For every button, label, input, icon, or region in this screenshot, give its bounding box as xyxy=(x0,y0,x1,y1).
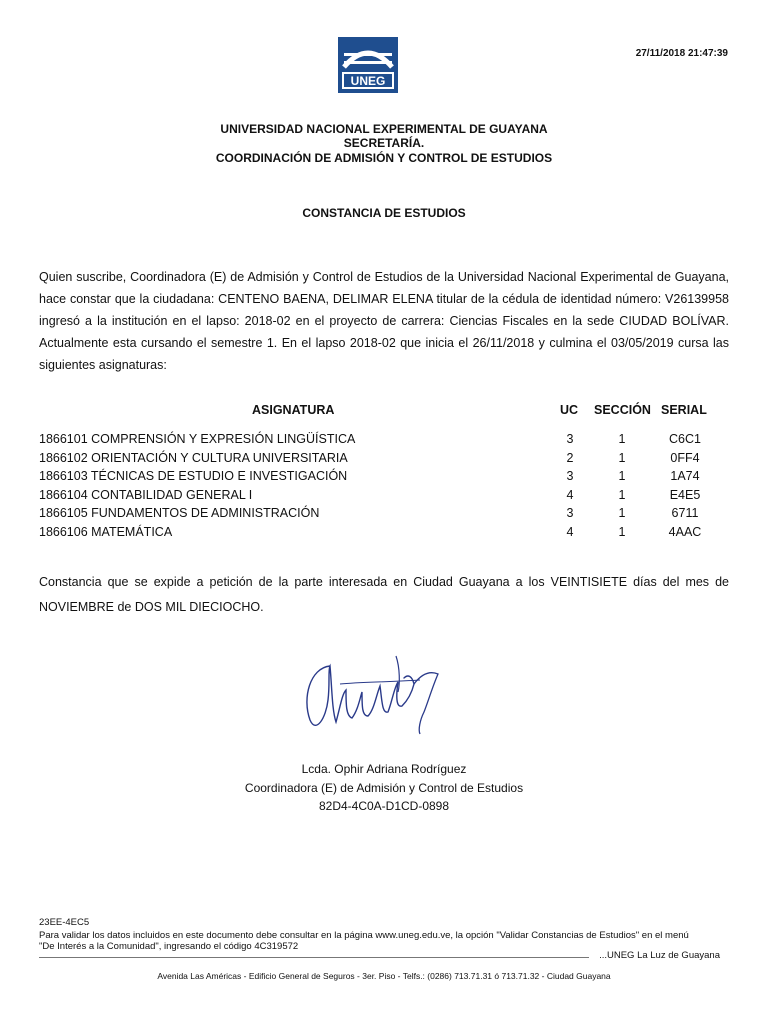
course-name: 1866103 TÉCNICAS DE ESTUDIO E INVESTIGACIÓN xyxy=(39,469,348,483)
course-uc: 3 xyxy=(566,469,574,483)
course-serial: E4E5 xyxy=(669,487,701,502)
logo-text: UNEG xyxy=(350,74,386,88)
table-row xyxy=(0,451,768,470)
course-section: 1 xyxy=(618,450,626,465)
course-serial: 0FF4 xyxy=(670,450,700,465)
table-row xyxy=(0,469,768,488)
signature-image xyxy=(300,648,450,738)
signer-role: Coordinadora (E) de Admisión y Control de Estudios xyxy=(244,780,524,795)
course-uc: 4 xyxy=(566,487,574,502)
timestamp: 27/11/2018 21:47:39 xyxy=(635,48,728,59)
validation-text-line2: "De Interés a la Comunidad", ingresando el código 4C319572 xyxy=(39,941,299,952)
course-uc: 4 xyxy=(566,524,574,539)
table-row xyxy=(0,525,768,544)
course-name: 1866106 MATEMÁTICA xyxy=(39,524,173,539)
course-section: 1 xyxy=(618,524,626,539)
course-name: 1866105 FUNDAMENTOS DE ADMINISTRACIÓN xyxy=(39,506,320,520)
header-serial: SERIAL xyxy=(661,403,707,417)
course-section: 1 xyxy=(618,469,626,483)
course-name: 1866104 CONTABILIDAD GENERAL I xyxy=(39,487,253,502)
course-name: 1866102 ORIENTACIÓN Y CULTURA UNIVERSITARIA xyxy=(39,450,348,465)
signer-name: Lcda. Ophir Adriana Rodríguez xyxy=(301,762,467,776)
course-serial: C6C1 xyxy=(669,432,701,446)
table-row xyxy=(0,432,768,451)
secretaria: SECRETARÍA. xyxy=(343,136,425,150)
footer-motto: ...UNEG La Luz de Guayana xyxy=(599,950,720,961)
course-uc: 3 xyxy=(566,506,574,520)
signer-code: 82D4-4C0A-D1CD-0898 xyxy=(318,799,450,813)
course-serial: 1A74 xyxy=(670,469,700,483)
course-name: 1866101 COMPRENSIÓN Y EXPRESIÓN LINGÜÍSTICA xyxy=(39,432,356,446)
course-uc: 2 xyxy=(566,450,574,465)
table-row xyxy=(0,506,768,525)
course-section: 1 xyxy=(618,506,626,520)
header-uc: UC xyxy=(560,403,579,417)
intro-paragraph: Quien suscribe, Coordinadora (E) de Admisión y Control de Estudios de la Universidad Nacional Experimental de Guayana, hace constar que la ciudadana: CENTENO BAENA, DELIMAR ELENA titular de la cédula de identidad número: V26139958 ingresó a la institución en el lapso: 2018-02 en el proyecto de carrera: Ciencias Fiscales en la sede CIUDAD BOLÍVAR. Actualmente esta cursando el semestre 1. En el lapso 2018-02 que inicia el 26/11/2018 y culmina el 03/05/2019 cursa las siguientes asignaturas: xyxy=(39,270,729,372)
footer-divider xyxy=(39,957,589,958)
header-seccion: SECCIÓN xyxy=(594,403,651,417)
table-row xyxy=(0,488,768,507)
university-name: UNIVERSIDAD NACIONAL EXPERIMENTAL DE GUAYANA xyxy=(220,122,548,136)
coordination-name: COORDINACIÓN DE ADMISIÓN Y CONTROL DE ESTUDIOS xyxy=(215,151,553,165)
course-section: 1 xyxy=(618,432,626,446)
course-section: 1 xyxy=(618,487,626,502)
course-serial: 4AAC xyxy=(668,524,702,539)
footer-address: Avenida Las Américas - Edificio General de Seguros - 3er. Piso - Telfs.: (0286) 713.71.31 ó 713.71.32 - Ciudad Guayana xyxy=(157,971,611,981)
document-code: 23EE-4EC5 xyxy=(39,917,90,928)
course-uc: 3 xyxy=(566,432,574,446)
uneg-logo xyxy=(338,37,398,93)
course-serial: 6711 xyxy=(671,506,699,520)
closing-paragraph: Constancia que se expide a petición de la parte interesada en Ciudad Guayana a los VEINTISIETE días del mes de NOVIEMBRE de DOS MIL DIECIOCHO. xyxy=(39,575,729,614)
document-title: CONSTANCIA DE ESTUDIOS xyxy=(302,206,466,220)
header-asignatura: ASIGNATURA xyxy=(252,403,335,417)
validation-text-line1: Para validar los datos incluidos en este documento debe consultar en la página www.uneg.edu.ve, la opción "Validar Constancias de Estudios" en el menú xyxy=(39,930,689,941)
